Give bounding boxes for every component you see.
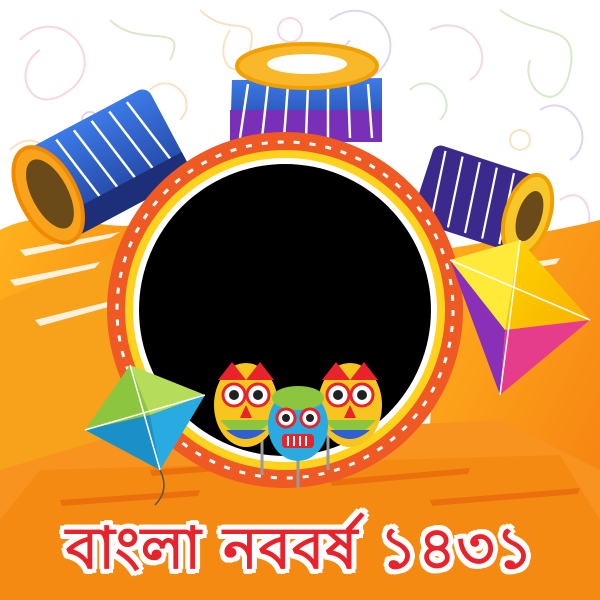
dhol-drum-top-icon <box>230 44 382 142</box>
new-year-title: বাংলা নববর্ষ ১৪৩১ <box>65 514 535 582</box>
